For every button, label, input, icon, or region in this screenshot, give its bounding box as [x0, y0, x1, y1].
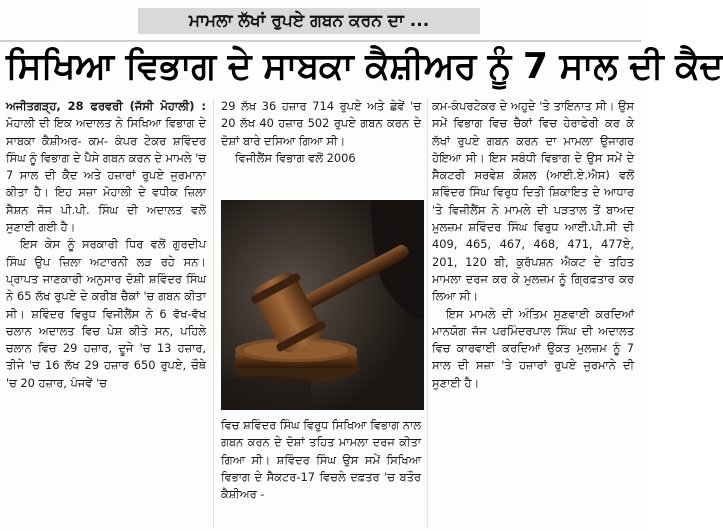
paragraph-1: [6, 98, 206, 236]
paragraph-1-text: ਮੋਹਾਲੀ ਦੀ ਇਕ ਅਦਾਲਤ ਨੇ ਸਿਖਿਆ ਵਿਭਾਗ ਦੇ ਸਾਬਕਾ ਕੈਸ਼ੀਅਰ- ਕਮ- ਕੰਪਰ ਟੇਕਰ ਸ਼ਵਿੰਦਰ ਸਿੰਘ ਨੂੰ ਵਿਭਾਗ ਦੇ ਪੈਸੇ ਗਬਨ ਕਰਨ ਦੇ ਮਾਮਲੇ 'ਚ 7 ਸਾਲ ਦੀ ਕੈਦ ਅਤੇ ਹਜ਼ਾਰਾਂ ਰੁਪਏ ਜੁਰਮਾਨਾ ਕੀਤਾ ਹੈ। ਇਹ ਸਜ਼ਾ ਮੋਹਾਲੀ ਦੇ ਵਧੀਕ ਜ਼ਿਲਾ ਸੈਸ਼ਨ ਜੱਜ ਪੀ.ਪੀ. ਸਿੰਘ ਦੀ ਅਦਾਲਤ ਵਲੋਂ ਸੁਣਾਈ ਗਈ ਹੈ।: [6, 116, 206, 235]
top-rule: [0, 40, 641, 42]
paragraph-6: ਕਮ-ਕੰਪਰਟੇਕਰ ਦੇ ਅਹੁਦੇ 'ਤੇ ਤਾਇਨਾਤ ਸੀ। ਉਸ ਸਮੇਂ ਵਿਭਾਗ ਵਿਚ ਚੈਕਾਂ ਵਿਚ ਹੇਰਾਫੇਰੀ ਕਰ ਕੇ ਲੱਖਾਂ ਰੁਪਏ ਗਬਨ ਕਰਨ ਦਾ ਮਾਮਲਾ ਉਜਾਗਰ ਹੋਇਆ ਸੀ। ਇਸ ਸਬੰਧੀ ਵਿਭਾਗ ਦੇ ਉਸ ਸਮੇਂ ਦੇ ਸੈਕਟਰੀ ਸਰਵੇਸ਼ ਕੌਸ਼ਲ (ਆਈ.ਏ.ਐਸ) ਵਲੋਂ ਸ਼ਵਿੰਦਰ ਸਿੰਘ ਵਿਰੁਧ ਦਿਤੀ ਸ਼ਿਕਾਇਤ ਦੇ ਆਧਾਰ 'ਤੇ ਵਿਜੀਲੈਂਸ ਨੇ ਮਾਮਲੇ ਦੀ ਪੜਤਾਲ ਤੋਂ ਬਾਅਦ ਮੁਲਜ਼ਮ ਸ਼ਵਿੰਦਰ ਸਿੰਘ ਵਿਰੁਧ ਆਈ.ਪੀ.ਸੀ ਦੀ 409, 465, 467, 468, 471, 477ਏ, 201, 120 ਬੀ, ਕੁਰੱਪਸ਼ਨ ਐਕਟ ਦੇ ਤਹਿਤ ਮਾਮਲਾ ਦਰਜ ਕਰ ਕੇ ਮੁਲਜ਼ਮ ਨੂੰ ਗ੍ਰਿਫ਼ਤਾਰ ਕਰ ਲਿਆ ਸੀ।: [432, 99, 634, 304]
article-column-2-top: [221, 98, 421, 190]
article-column-3: [432, 98, 634, 528]
column-divider: [427, 98, 428, 528]
paragraph-4: ਵਿਜੀਲੈਂਸ ਵਿਭਾਗ ਵਲੋਂ 2006: [235, 150, 356, 165]
kicker-banner: [138, 8, 480, 34]
article-column-1: [6, 98, 206, 528]
paragraph-3: 29 ਲੱਖ 36 ਹਜ਼ਾਰ 714 ਰੁਪਏ ਅਤੇ ਛੇਵੇਂ 'ਚ 20 ਲੱਖ 40 ਹਜ਼ਾਰ 502 ਰੁਪਏ ਗਬਨ ਕਰਨ ਦੇ ਦੋਸ਼ਾਂ ਬਾਰੇ ਦਸਿਆ ਗਿਆ ਸੀ।: [221, 99, 421, 148]
paragraph-5: ਵਿਚ ਸ਼ਵਿੰਦਰ ਸਿੰਘ ਵਿਰੁਧ ਸਿਖਿਆ ਵਿਭਾਗ ਨਾਲ ਗਬਨ ਕਰਨ ਦੇ ਦੋਸ਼ਾਂ ਤਹਿਤ ਮਾਮਲਾ ਦਰਜ ਕੀਤਾ ਗਿਆ ਸੀ। ਸ਼ਵਿੰਦਰ ਸਿੰਘ ਉਸ ਸਮੇਂ ਸਿਖਿਆ ਵਿਭਾਗ ਦੇ ਸੈਕਟਰ-17 ਵਿਚਲੇ ਦਫ਼ਤਰ 'ਚ ਬਤੌਰ ਕੈਸ਼ੀਅਰ -: [221, 418, 421, 502]
gavel-icon: [221, 200, 424, 410]
headline: ਸਿਖਿਆ ਵਿਭਾਗ ਦੇ ਸਾਬਕਾ ਕੈਸ਼ੀਅਰ ਨੂੰ 7 ਸਾਲ ਦੀ ਕੈਦ: [6, 46, 723, 87]
paragraph-7: ਇਸ ਮਾਮਲੇ ਦੀ ਅੰਤਿਮ ਸੁਣਵਾਈ ਕਰਦਿਆਂ ਮਾਨਯੋਗ ਜੱਜ ਪਰਮਿੰਦਰਪਾਲ ਸਿੰਘ ਦੀ ਅਦਾਲਤ ਵਿਚ ਕਾਰਵਾਈ ਕਰਦਿਆਂ ਉਕਤ ਮੁਲਜ਼ਮ ਨੂੰ 7 ਸਾਲ ਦੀ ਸਜ਼ਾ 'ਤੇ ਹਜ਼ਾਰਾਂ ਰੁਪਏ ਜੁਰਮਾਨੇ ਦੀ ਸੁਣਾਈ ਹੈ।: [432, 306, 634, 390]
gavel-photo: [221, 200, 424, 410]
column-divider: [213, 98, 214, 528]
paragraph-2: ਇਸ ਕੇਸ ਨੂੰ ਸਰਕਾਰੀ ਧਿਰ ਵਲੋਂ ਗੁਰਦੀਪ ਸਿੰਘ ਉਪ ਜ਼ਿਲਾ ਅਟਾਰਨੀ ਲੜ ਰਹੇ ਸਨ। ਪ੍ਰਾਪਤ ਜਾਣਕਾਰੀ ਅਨੁਸਾਰ ਦੋਸ਼ੀ ਸ਼ਵਿੰਦਰ ਸਿੰਘ ਨੇ 65 ਲੱਖ ਰੁਪਏ ਦੇ ਕਰੀਬ ਚੈਕਾਂ 'ਚ ਗਬਨ ਕੀਤਾ ਸੀ। ਸ਼ਵਿੰਦਰ ਵਿਰੁਧ ਵਿਜੀਲੈਂਸ ਨੇ 6 ਵੱਖ-ਵੱਖ ਚਲਾਨ ਅਦਾਲਤ ਵਿਚ ਪੇਸ਼ ਕੀਤੇ ਸਨ, ਪਹਿਲੇ ਚਲਾਨ ਵਿਚ 29 ਹਜ਼ਾਰ, ਦੂਜੇ 'ਚ 13 ਹਜ਼ਾਰ, ਤੀਜੇ 'ਚ 16 ਲੱਖ 29 ਹਜ਼ਾਰ 650 ਰੁਪਏ, ਚੌਥੇ 'ਚ 20 ਹਜ਼ਾਰ, ਪੰਜਵੇਂ 'ਚ: [6, 237, 206, 390]
article-column-2-bottom: [221, 417, 421, 529]
kicker-text: ਮਾਮਲਾ ਲੱਖਾਂ ਰੁਪਏ ਗਬਨ ਕਰਨ ਦਾ ...: [188, 11, 430, 31]
dateline: ਅਜੀਤਗੜ੍ਹ, 28 ਫਰਵਰੀ (ਜੱਸੀ ਮੋਹਾਲੀ) :: [6, 99, 206, 113]
